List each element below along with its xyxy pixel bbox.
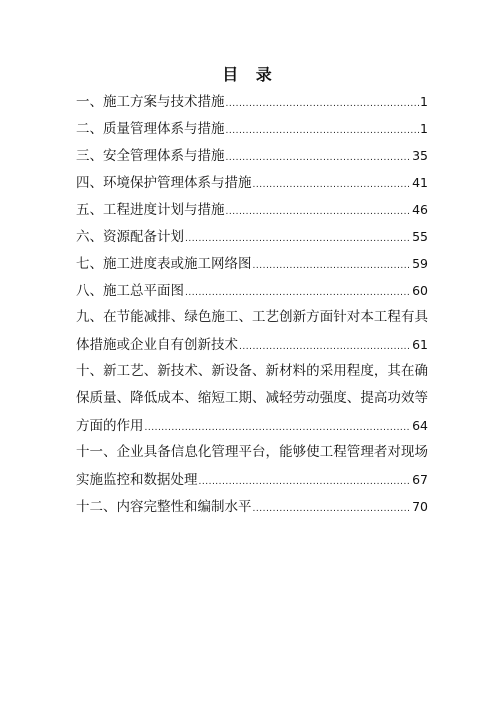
dot-leader: [253, 496, 412, 523]
toc-entry-5[interactable]: [76, 196, 428, 223]
toc-title: 目 录: [222, 65, 278, 84]
toc-entry-label: 五、工程进度计划与措施: [76, 202, 225, 218]
toc-page-number: 35: [412, 148, 428, 163]
dot-leader: [185, 226, 411, 253]
dot-leader: [199, 469, 412, 496]
toc-page-number: 61: [412, 337, 428, 352]
toc-page-number: 59: [412, 256, 428, 271]
toc-entry-7[interactable]: [76, 250, 428, 277]
toc-entry-9[interactable]: [76, 304, 428, 358]
toc-page-number: 70: [412, 499, 428, 514]
toc-entry-label: 三、安全管理体系与措施: [76, 148, 225, 164]
toc-entry-label: 六、资源配备计划: [76, 229, 184, 245]
dot-leader: [253, 253, 412, 280]
toc-entry-8[interactable]: [76, 277, 428, 304]
toc-page-number: 41: [412, 175, 428, 190]
toc-page-number: 1: [420, 94, 428, 109]
toc-entry-2[interactable]: [76, 115, 428, 142]
dot-leader: [226, 145, 412, 172]
toc-page-number: 67: [412, 472, 428, 487]
toc-entry-wrapped-line: 十一、企业具备信息化管理平台，能够使工程管理者对现场: [76, 444, 428, 460]
toc-entry-label: 体措施或企业自有创新技术: [76, 337, 238, 353]
toc-entry-label: 七、施工进度表或施工网络图: [76, 256, 252, 272]
dot-leader: [145, 415, 412, 442]
toc-entry-1[interactable]: [76, 88, 428, 115]
toc-entry-label: 四、环境保护管理体系与措施: [76, 175, 252, 191]
dot-leader: [226, 199, 412, 226]
toc-entry-label: 方面的作用: [76, 418, 144, 434]
toc-page-number: 64: [412, 418, 428, 433]
toc-entry-wrapped-line: 十、新工艺、新技术、新设备、新材料的采用程度，其在确: [76, 363, 428, 379]
toc-entry-label: 八、施工总平面图: [76, 283, 184, 299]
dot-leader: [226, 118, 420, 145]
toc-entry-11[interactable]: [76, 439, 428, 493]
toc-entry-label: 一、施工方案与技术措施: [76, 94, 225, 110]
toc-page-number: 60: [412, 283, 428, 298]
toc-page-number: 55: [412, 229, 428, 244]
toc-entry-label: 二、质量管理体系与措施: [76, 121, 225, 137]
toc-entry-4[interactable]: [76, 169, 428, 196]
toc-entry-wrapped-line: 九、在节能减排、绿色施工、工艺创新方面针对本工程有具: [76, 309, 428, 325]
toc-entry-12[interactable]: [76, 493, 428, 520]
toc-page-number: 46: [412, 202, 428, 217]
toc-entry-6[interactable]: [76, 223, 428, 250]
dot-leader: [253, 172, 412, 199]
toc-entry-label: 十二、内容完整性和编制水平: [76, 499, 252, 515]
dot-leader: [185, 280, 411, 307]
table-of-contents: [76, 88, 428, 520]
toc-entry-10[interactable]: [76, 358, 428, 439]
toc-entry-3[interactable]: [76, 142, 428, 169]
toc-page-number: 1: [420, 121, 428, 136]
dot-leader: [239, 334, 411, 361]
dot-leader: [226, 91, 420, 118]
toc-entry-label: 实施监控和数据处理: [76, 472, 198, 488]
toc-entry-wrapped-line: 保质量、降低成本、缩短工期、减轻劳动强度、提高功效等: [76, 390, 428, 406]
